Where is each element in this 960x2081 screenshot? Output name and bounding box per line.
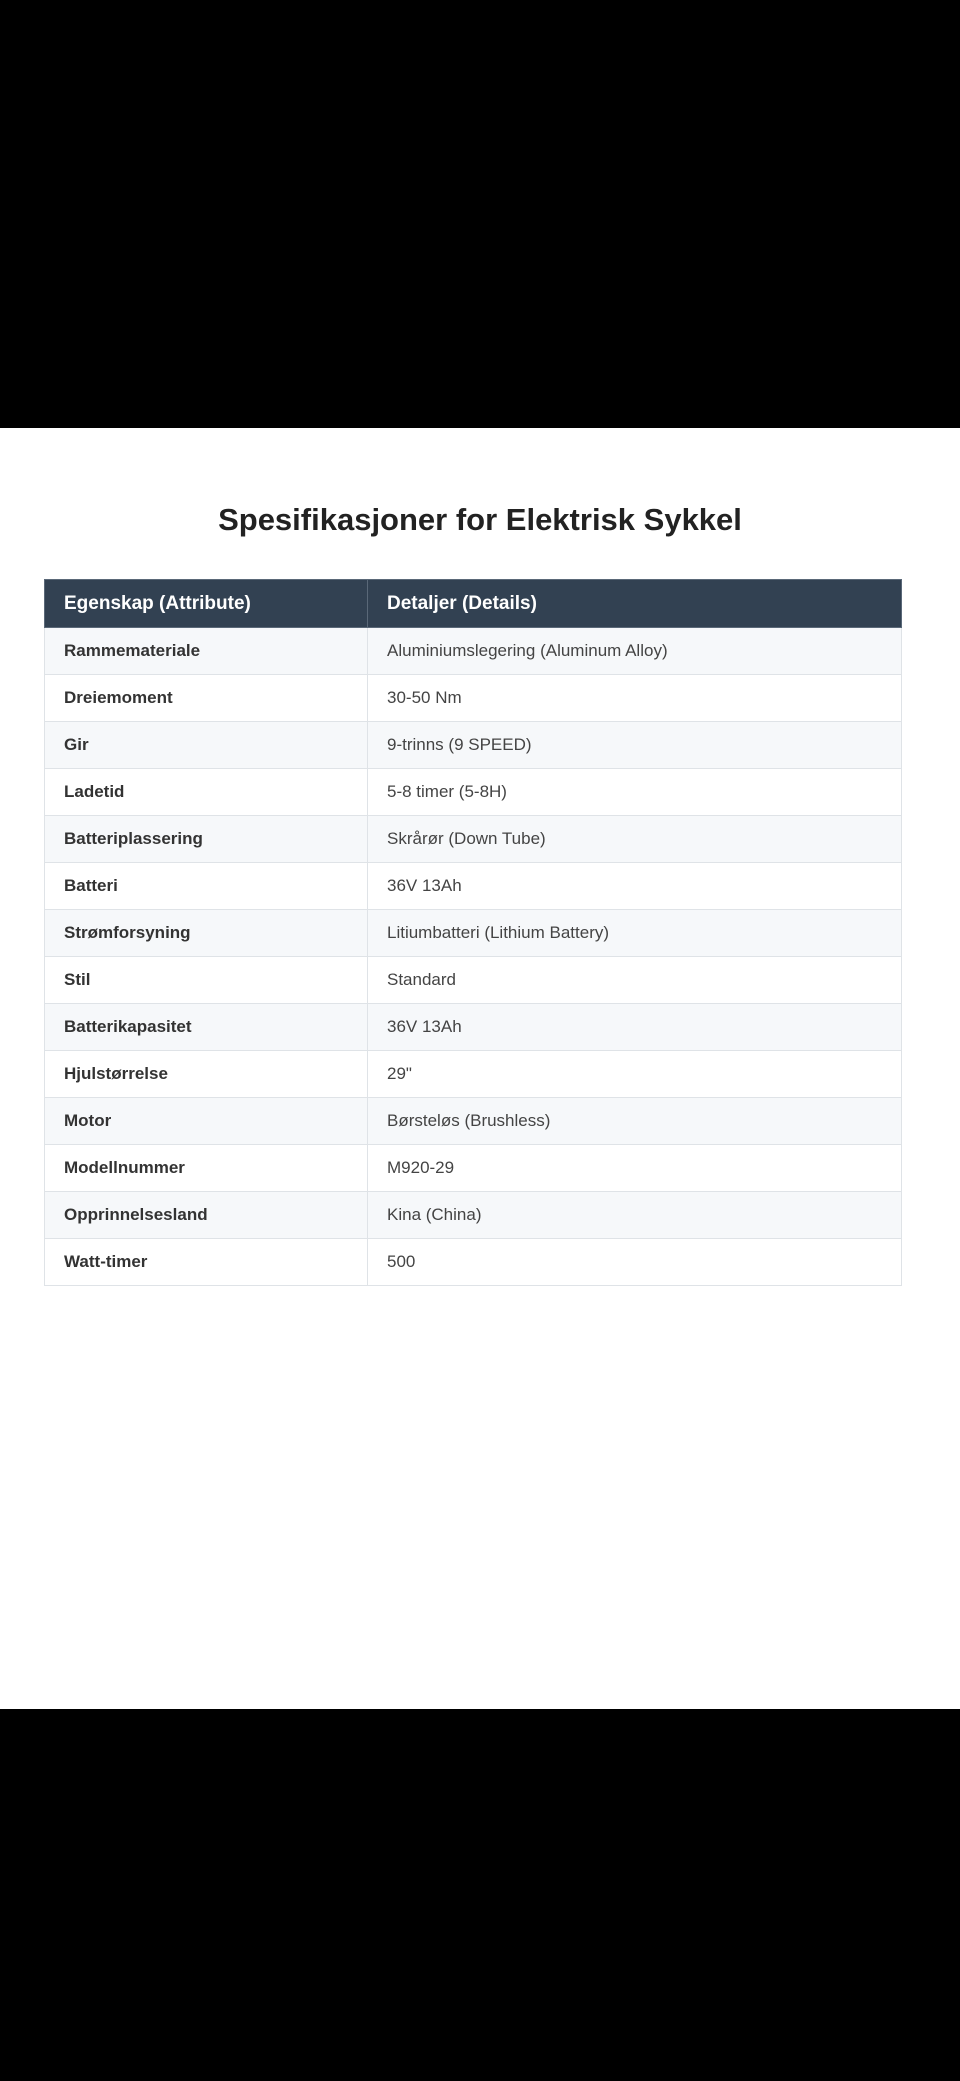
detail-cell: 500 [368,1239,902,1286]
detail-cell: 36V 13Ah [368,863,902,910]
top-black-band [0,0,960,428]
detail-cell: 29" [368,1051,902,1098]
detail-cell: Standard [368,957,902,1004]
attribute-cell: Gir [45,722,368,769]
attribute-cell: Dreiemoment [45,675,368,722]
table-row [45,910,902,957]
table-row [45,1145,902,1192]
attribute-cell: Opprinnelsesland [45,1192,368,1239]
table-row [45,1051,902,1098]
page-title: Spesifikasjoner for Elektrisk Sykkel [218,502,742,537]
attribute-cell: Batteri [45,863,368,910]
detail-cell: M920-29 [368,1145,902,1192]
detail-cell: 9-trinns (9 SPEED) [368,722,902,769]
table-header-row [45,580,902,628]
detail-cell: 30-50 Nm [368,675,902,722]
attribute-cell: Stil [45,957,368,1004]
table-row [45,722,902,769]
attribute-cell: Batterikapasitet [45,1004,368,1051]
attribute-cell: Rammemateriale [45,628,368,675]
attribute-cell: Batteriplassering [45,816,368,863]
table-row [45,675,902,722]
detail-cell: 36V 13Ah [368,1004,902,1051]
header-details: Detaljer (Details) [368,580,902,628]
table-row [45,628,902,675]
detail-cell: Børsteløs (Brushless) [368,1098,902,1145]
detail-cell: Litiumbatteri (Lithium Battery) [368,910,902,957]
table-row [45,863,902,910]
detail-cell: Skrårør (Down Tube) [368,816,902,863]
spec-table [44,579,902,1286]
detail-cell: Kina (China) [368,1192,902,1239]
attribute-cell: Watt-timer [45,1239,368,1286]
table-row [45,1239,902,1286]
bottom-black-band [0,1709,960,2081]
attribute-cell: Motor [45,1098,368,1145]
attribute-cell: Modellnummer [45,1145,368,1192]
attribute-cell: Hjulstørrelse [45,1051,368,1098]
attribute-cell: Ladetid [45,769,368,816]
detail-cell: 5-8 timer (5-8H) [368,769,902,816]
spec-page [0,428,960,1709]
table-row [45,816,902,863]
detail-cell: Aluminiumslegering (Aluminum Alloy) [368,628,902,675]
attribute-cell: Strømforsyning [45,910,368,957]
table-row [45,957,902,1004]
table-row [45,1192,902,1239]
table-row [45,1098,902,1145]
table-row [45,769,902,816]
table-row [45,1004,902,1051]
header-attribute: Egenskap (Attribute) [45,580,368,628]
